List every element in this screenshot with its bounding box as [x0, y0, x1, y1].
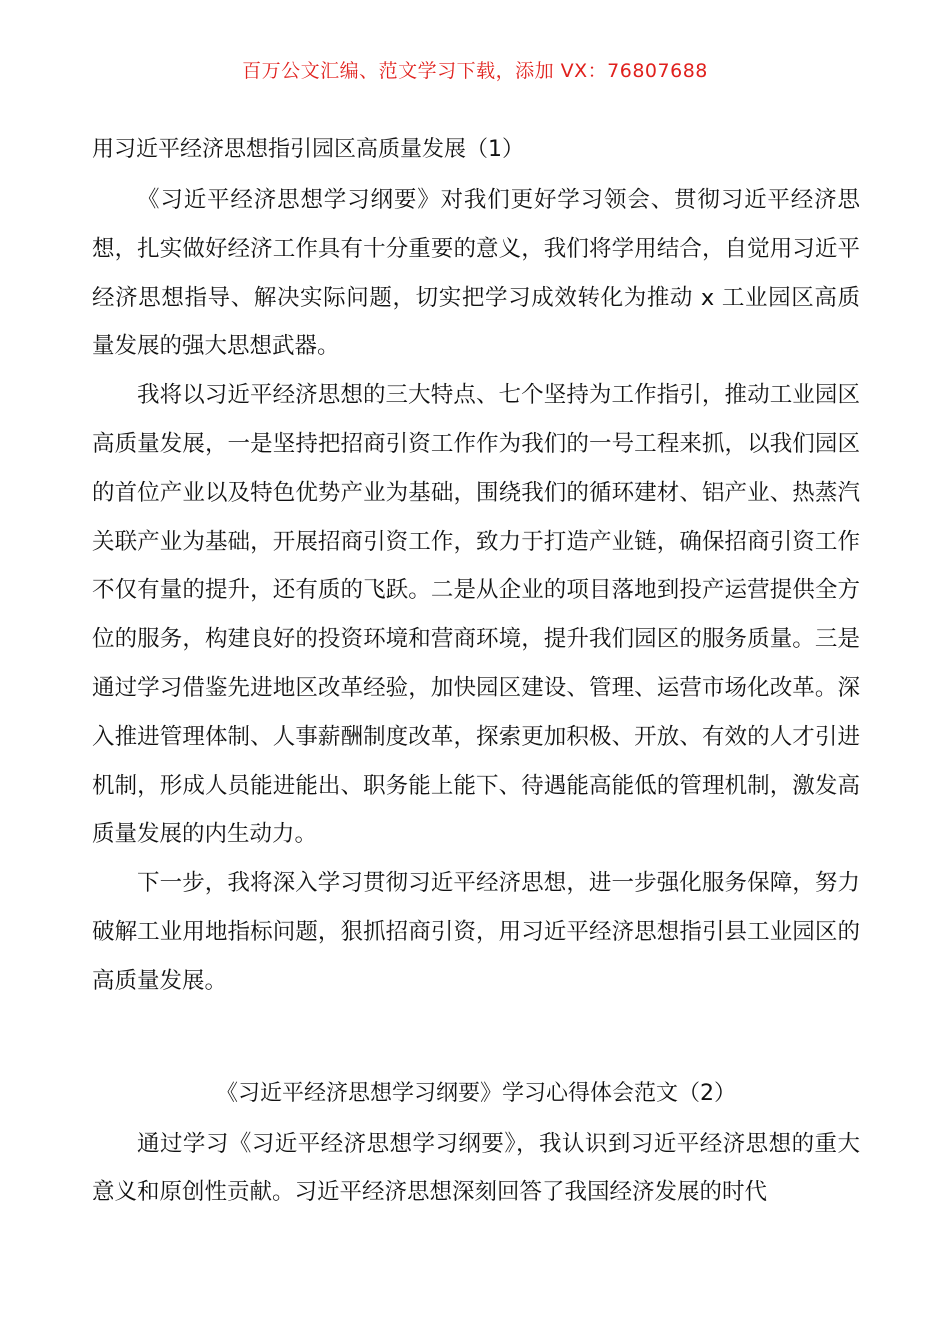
document-body [92, 128, 860, 1217]
article-2-title: 《习近平经济思想学习纲要》学习心得体会范文（2） [216, 1080, 736, 1106]
article-1-paragraph-2: 我将以习近平经济思想的三大特点、七个坚持为工作指引，推动工业园区高质量发展，一是坚持把招商引资工作作为我们的一号工程来抓，以我们园区的首位产业以及特色优势产业为基础，围绕我们的循环建材、铝产业、热蒸汽关联产业为基础，开展招商引资工作，致力于打造产业链，确保招商引资工作不仅有量的提升，还有质的飞跃。二是从企业的项目落地到投产运营提供全方位的服务，构建良好的投资环境和营商环境，提升我们园区的服务质量。三是通过学习借鉴先进地区改革经验，加快园区建设、管理、运营市场化改革。深入推进管理体制、人事薪酬制度改革，探索更加积极、开放、有效的人才引进机制，形成人员能进能出、职务能上能下、待遇能高能低的管理机制，激发高质量发展的内生动力。 [92, 382, 860, 848]
article-1-paragraph-3: 下一步，我将深入学习贯彻习近平经济思想，进一步强化服务保障，努力破解工业用地指标问题，狠抓招商引资，用习近平经济思想指引县工业园区的高质量发展。 [92, 870, 860, 994]
header-banner: 百万公文汇编、范文学习下载，添加 VX：76807688 [242, 60, 708, 82]
article-1-title: 用习近平经济思想指引园区高质量发展（1） [92, 137, 524, 162]
article-2-paragraph-1: 通过学习《习近平经济思想学习纲要》，我认识到习近平经济思想的重大意义和原创性贡献。习近平经济思想深刻回答了我国经济发展的时代 [92, 1130, 860, 1206]
article-1-paragraph-1: 《习近平经济思想学习纲要》对我们更好学习领会、贯彻习近平经济思想，扎实做好经济工作具有十分重要的意义，我们将学用结合，自觉用习近平经济思想指导、解决实际问题，切实把学习成效转化为推动 x 工业园区高质量发展的强大思想武器。 [92, 187, 860, 360]
section-spacer [92, 1006, 860, 1062]
